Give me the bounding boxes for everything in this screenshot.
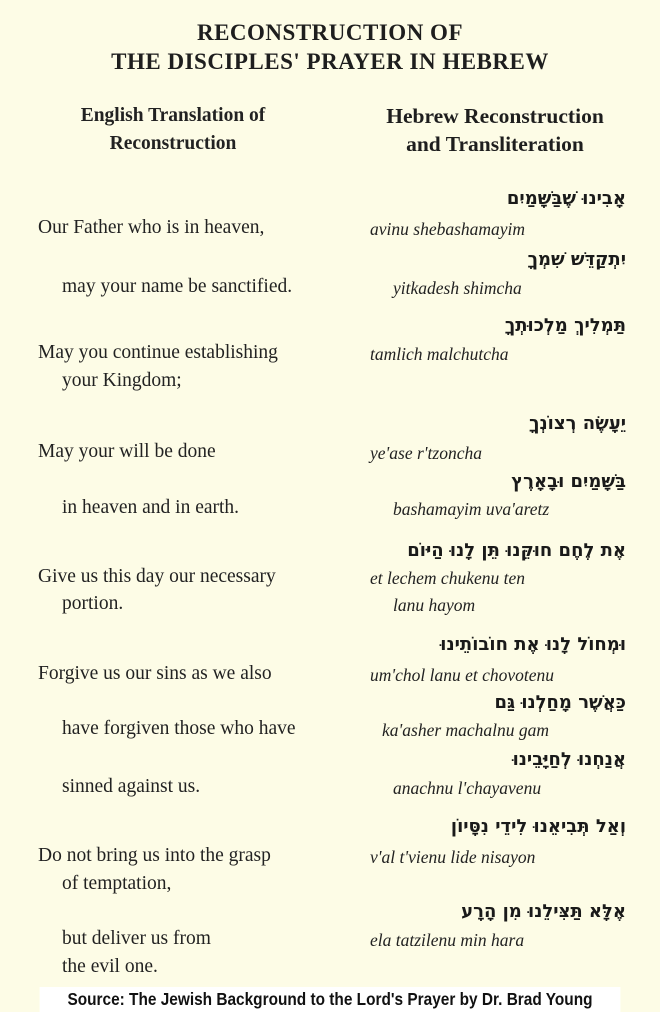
hebrew-line: אֶלָּא תַּצִּילֵנוּ מִן הָרָע (461, 901, 626, 922)
english-line: sinned against us. (62, 776, 201, 797)
hebrew-line: יֵעָשֶׂה רְצוֹנְךָ (529, 413, 626, 434)
transliteration-line: ka'asher machalnu gam (382, 720, 550, 740)
hebrew-line: אֶת לֶחֶם חוּקֵּנוּ תֵּן לָנוּ הַיּוֹם (407, 540, 626, 561)
transliteration-line: bashamayim uva'aretz (393, 499, 550, 519)
english-line: your Kingdom; (62, 370, 182, 391)
hebrew-heading-line-2: and Transliteration (406, 132, 584, 156)
hebrew-line: יִתְקַדֵּשׁ שִׁמְךָ (527, 249, 626, 270)
transliteration-line: yitkadesh shimcha (393, 278, 522, 298)
transliteration-line: um'chol lanu et chovotenu (370, 665, 555, 685)
english-line: but deliver us from (62, 928, 211, 949)
transliteration-line: et lechem chukenu ten (370, 568, 525, 588)
english-heading-line-1: English Translation of (80, 105, 266, 126)
hebrew-line: בַּשָּׁמַיִם וּבָאָרֶץ (511, 471, 626, 492)
transliteration-line: ye'ase r'tzoncha (370, 443, 482, 463)
english-line: Do not bring us into the grasp (38, 845, 271, 866)
english-line: Give us this day our necessary (38, 566, 276, 587)
title-line-2: THE DISCIPLES' PRAYER IN HEBREW (111, 49, 549, 74)
hebrew-line: אָבִינוּ שֶׁבַּשָּׁמַיִם (506, 188, 626, 209)
english-line: may your name be sanctified. (62, 276, 293, 297)
english-line: Forgive us our sins as we also (38, 663, 272, 684)
transliteration-line: v'al t'vienu lide nisayon (370, 847, 536, 867)
english-line: portion. (62, 593, 124, 614)
transliteration-line: lanu hayom (393, 595, 476, 615)
english-line: the evil one. (62, 956, 158, 977)
transliteration-line: tamlich malchutcha (370, 344, 509, 364)
english-line: May you continue establishing (38, 342, 278, 363)
english-line: May your will be done (38, 441, 216, 462)
english-line: Our Father who is in heaven, (38, 217, 265, 238)
hebrew-line: כַּאֲשֶׁר מָחַלְנוּ גַּם (494, 692, 626, 713)
transliteration-line: ela tatzilenu min hara (370, 930, 525, 950)
hebrew-line: וְאַל תְּבִיאֵנוּ לִידֵי נִסָּיוֹן (450, 816, 626, 837)
english-line: have forgiven those who have (62, 718, 296, 739)
hebrew-heading-line-1: Hebrew Reconstruction (386, 104, 604, 128)
hebrew-column-heading (345, 102, 645, 158)
transliteration-line: avinu shebashamayim (370, 219, 526, 239)
english-line: in heaven and in earth. (62, 497, 240, 518)
hebrew-line: אֲנַחְנוּ לְחַיָּבֵינוּ (512, 749, 626, 770)
transliteration-line: anachnu l'chayavenu (393, 778, 542, 798)
title-line-1: RECONSTRUCTION OF (196, 20, 463, 45)
source-caption: Source: The Jewish Background to the Lord's Prayer by Dr. Brad Young (40, 987, 621, 1012)
english-heading-line-2: Reconstruction (109, 133, 237, 154)
hebrew-line: וּמְחוֹל לָנוּ אֶת חוֹבוֹתֵינוּ (440, 634, 626, 655)
english-column-heading (18, 102, 328, 158)
page-title (0, 18, 660, 76)
hebrew-line: תַּמְלִיךְ מַלְכוּתְךָ (504, 315, 626, 336)
english-line: of temptation, (62, 873, 172, 894)
